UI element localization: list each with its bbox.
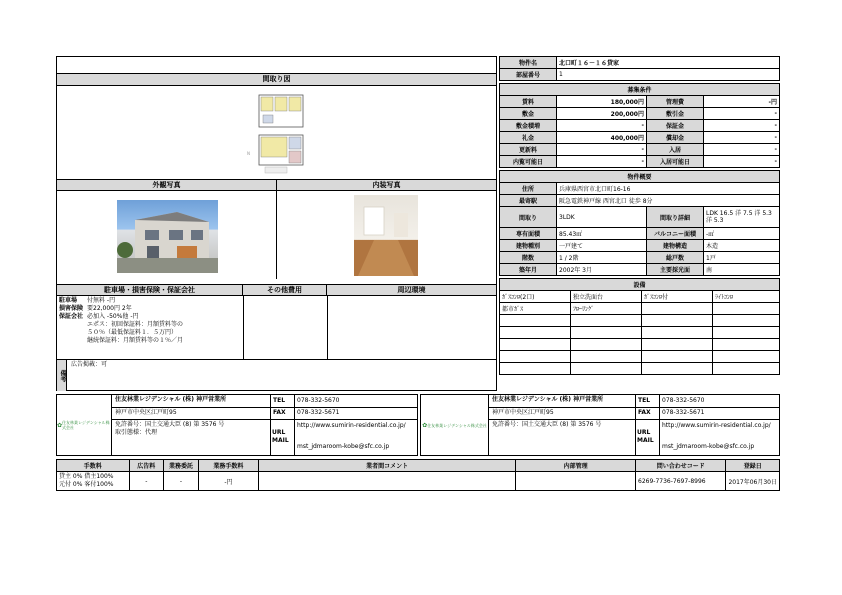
equipment-table xyxy=(499,278,780,375)
business-fee-cell: -円 xyxy=(198,472,258,491)
leaf-icon: ✿ xyxy=(422,421,428,429)
equipment-cell xyxy=(500,363,571,375)
leaf-icon: ✿ xyxy=(57,421,63,429)
equipment-cell xyxy=(571,351,642,363)
footer-header: 問い合わせコード xyxy=(636,460,726,472)
footer-header: 手数料 xyxy=(57,460,130,472)
photo-divider xyxy=(276,191,277,279)
equipment-cell xyxy=(642,315,713,327)
agent-address: 神戸市中央区江戸町95 xyxy=(492,409,554,416)
condition-value: -円 xyxy=(704,96,780,108)
parking-line: 保証会社 必加入 -50%他 -円 xyxy=(59,313,139,320)
parking-header: 駐車場・損害保険・保証会社 xyxy=(57,284,243,296)
type-value: 一戸建て xyxy=(557,240,647,252)
equipment-cell: ﾗｲﾄｺﾝﾛ xyxy=(713,291,780,303)
condition-label: 管理費 xyxy=(647,96,704,108)
floor-label: 階数 xyxy=(500,252,557,264)
condition-label: 賃料 xyxy=(500,96,557,108)
facing-value: 南 xyxy=(704,264,780,276)
footer-header: 業者間コメント xyxy=(258,460,515,472)
equipment-cell xyxy=(571,327,642,339)
fax-value: 078-332-5671 xyxy=(297,409,340,416)
condition-value: 400,000円 xyxy=(557,132,647,144)
parking-line: 損害保険 要22,000円 2年 xyxy=(59,305,132,312)
fee-cell: 貸主 0% 借主100% 元付 0% 客付100% xyxy=(57,472,130,491)
agent-logo: ✿ 住友林業レジデンシャル株式会社 xyxy=(57,395,112,455)
equipment-cell xyxy=(500,339,571,351)
condition-value: - xyxy=(704,120,780,132)
parking-line: 継続保証料：月額賃料等の１％／月 xyxy=(87,337,184,344)
agent-block-1 xyxy=(56,394,418,456)
code-cell: 6269-7736-7697-8996 xyxy=(636,472,726,491)
remarks-text: 広告掲載：可 xyxy=(71,361,108,368)
fax-value: 078-332-5671 xyxy=(662,409,705,416)
equipment-cell xyxy=(500,327,571,339)
fax-label: FAX xyxy=(638,409,651,416)
equipment-cell: ｶﾞｽｺﾝﾛ付 xyxy=(642,291,713,303)
station-label: 最寄駅 xyxy=(500,195,557,207)
svg-text:N: N xyxy=(247,151,250,156)
equipment-cell xyxy=(500,351,571,363)
layout-detail-value: LDK 16.5 洋 7.5 洋 5.3 洋 5.3 xyxy=(704,207,780,228)
agent-company: 住友林業レジデンシャル (株) 神戸営業所 xyxy=(115,396,227,403)
equipment-header: 設備 xyxy=(500,279,780,291)
tel-label: TEL xyxy=(638,397,651,404)
layout-label: 間取り xyxy=(500,207,557,228)
ad-cell: - xyxy=(129,472,164,491)
conditions-table xyxy=(499,83,780,168)
remarks-label: 備考 xyxy=(57,360,67,391)
parking-line: 駐車場 付無料 -円 xyxy=(59,297,116,304)
condition-value: - xyxy=(557,120,647,132)
footer-header: 登録日 xyxy=(726,460,780,472)
units-label: 総戸数 xyxy=(647,252,704,264)
equipment-cell xyxy=(571,363,642,375)
col-divider-1 xyxy=(243,296,244,359)
url-value[interactable]: http://www.sumirin-residential.co.jp/ xyxy=(297,422,406,429)
built-value: 2002年 3月 xyxy=(557,264,647,276)
tel-label: TEL xyxy=(273,397,286,404)
station-value: 阪急電鉄神戸線 西宮北口 徒歩 8分 xyxy=(557,195,780,207)
right-panel xyxy=(499,56,780,375)
agent-trade: 取引態様：代理 xyxy=(115,429,158,436)
equipment-cell: ｶﾞｽｺﾝﾛ(2口) xyxy=(500,291,571,303)
units-value: 1戸 xyxy=(704,252,780,264)
condition-label: 償却金 xyxy=(647,132,704,144)
layout-value: 3LDK xyxy=(557,207,647,228)
equipment-cell xyxy=(713,351,780,363)
agent-license: 免許番号：国土交通大臣 (8) 第 3576 号 xyxy=(115,421,225,428)
equipment-cell xyxy=(642,327,713,339)
area-value: 85.43㎡ xyxy=(557,228,647,240)
condition-value: 180,000円 xyxy=(557,96,647,108)
footer-header: 内部管理 xyxy=(516,460,636,472)
equipment-cell xyxy=(642,303,713,315)
condition-value: - xyxy=(704,156,780,168)
condition-value: 200,000円 xyxy=(557,108,647,120)
comment-cell xyxy=(258,472,515,491)
footer-table xyxy=(56,459,780,491)
equipment-cell xyxy=(571,339,642,351)
blank-title-row xyxy=(57,57,496,74)
condition-value: - xyxy=(704,108,780,120)
url-label: URL MAIL xyxy=(272,429,289,444)
remarks-row xyxy=(57,359,496,390)
area-label: 専有面積 xyxy=(500,228,557,240)
fax-label: FAX xyxy=(273,409,286,416)
equipment-cell xyxy=(571,315,642,327)
mail-value[interactable]: mst_jdmaroom-kobe@sfc.co.jp xyxy=(297,443,390,450)
address-value: 兵庫県西宮市北口町16-16 xyxy=(557,183,780,195)
condition-label: 入居可能日 xyxy=(647,156,704,168)
date-cell: 2017年06月30日 xyxy=(726,472,780,491)
condition-label: 更新料 xyxy=(500,144,557,156)
mail-value[interactable]: mst_jdmaroom-kobe@sfc.co.jp xyxy=(662,443,755,450)
floorplan-image xyxy=(245,93,305,175)
structure-value: 木造 xyxy=(704,240,780,252)
commission-cell: - xyxy=(164,472,199,491)
agent-logo: ✿ 住友林業レジデンシャル株式会社 xyxy=(421,395,489,455)
equipment-cell xyxy=(642,351,713,363)
conditions-header: 募集条件 xyxy=(500,84,780,96)
property-name: 北口町１６－１６貸家 xyxy=(557,57,780,69)
floor-value: 1 / 2階 xyxy=(557,252,647,264)
condition-label: 敷金積増 xyxy=(500,120,557,132)
parking-line: エポス：初回保証料：月額賃料等の xyxy=(87,321,184,328)
condition-label: 敷引金 xyxy=(647,108,704,120)
agent-address: 神戸市中央区江戸町95 xyxy=(115,409,177,416)
url-value[interactable]: http://www.sumirin-residential.co.jp/ xyxy=(662,422,771,429)
structure-label: 建物構造 xyxy=(647,240,704,252)
type-label: 建物種別 xyxy=(500,240,557,252)
address-label: 住所 xyxy=(500,183,557,195)
condition-value: - xyxy=(557,144,647,156)
exterior-photo xyxy=(117,200,218,273)
equipment-cell xyxy=(713,315,780,327)
layout-detail-label: 間取り詳細 xyxy=(647,207,704,228)
condition-label: 入居 xyxy=(647,144,704,156)
balcony-value: -㎡ xyxy=(704,228,780,240)
condition-label: 内覧可能日 xyxy=(500,156,557,168)
parking-line: ５０％（最低保証料１．５万円） xyxy=(87,329,178,336)
footer-header: 業務委託 xyxy=(164,460,199,472)
balcony-label: バルコニー面積 xyxy=(647,228,704,240)
agent-license: 免許番号：国土交通大臣 (8) 第 3576 号 xyxy=(492,421,602,428)
exterior-header: 外観写真 xyxy=(57,179,277,191)
equipment-cell xyxy=(500,315,571,327)
equipment-cell: ﾌﾛｰﾘﾝｸﾞ xyxy=(571,303,642,315)
facing-label: 主要採光面 xyxy=(647,264,704,276)
property-name-label: 物件名 xyxy=(500,57,557,69)
equipment-cell: 独立洗面台 xyxy=(571,291,642,303)
other-costs-header: その他費用 xyxy=(243,284,327,296)
info-header: 物件概要 xyxy=(500,171,780,183)
equipment-cell xyxy=(642,363,713,375)
internal-cell xyxy=(516,472,636,491)
condition-value: - xyxy=(557,156,647,168)
equipment-cell xyxy=(642,339,713,351)
agent-company: 住友林業レジデンシャル (株) 神戸営業所 xyxy=(492,396,604,403)
url-label: URL MAIL xyxy=(637,429,654,444)
room-number-label: 部屋番号 xyxy=(500,69,557,81)
footer-header: 業務手数料 xyxy=(198,460,258,472)
room-number: 1 xyxy=(557,69,780,81)
equipment-cell xyxy=(713,339,780,351)
left-panel xyxy=(56,56,497,391)
parking-list xyxy=(59,297,241,345)
condition-label: 保証金 xyxy=(647,120,704,132)
info-table xyxy=(499,170,780,276)
tel-value: 078-332-5670 xyxy=(297,397,340,404)
equipment-cell xyxy=(713,303,780,315)
equipment-cell: 都市ｶﾞｽ xyxy=(500,303,571,315)
interior-photo xyxy=(354,195,418,276)
condition-label: 敷金 xyxy=(500,108,557,120)
equipment-cell xyxy=(713,327,780,339)
condition-value: - xyxy=(704,132,780,144)
property-title-table xyxy=(499,56,780,81)
footer-header: 広告料 xyxy=(129,460,164,472)
interior-header: 内装写真 xyxy=(277,179,496,191)
tel-value: 078-332-5670 xyxy=(662,397,705,404)
floorplan-header: 間取り図 xyxy=(57,74,496,86)
condition-label: 礼金 xyxy=(500,132,557,144)
equipment-cell xyxy=(713,363,780,375)
agent-block-2 xyxy=(420,394,780,456)
built-label: 築年月 xyxy=(500,264,557,276)
condition-value: - xyxy=(704,144,780,156)
surroundings-header: 周辺環境 xyxy=(327,284,496,296)
col-divider-2 xyxy=(327,296,328,359)
